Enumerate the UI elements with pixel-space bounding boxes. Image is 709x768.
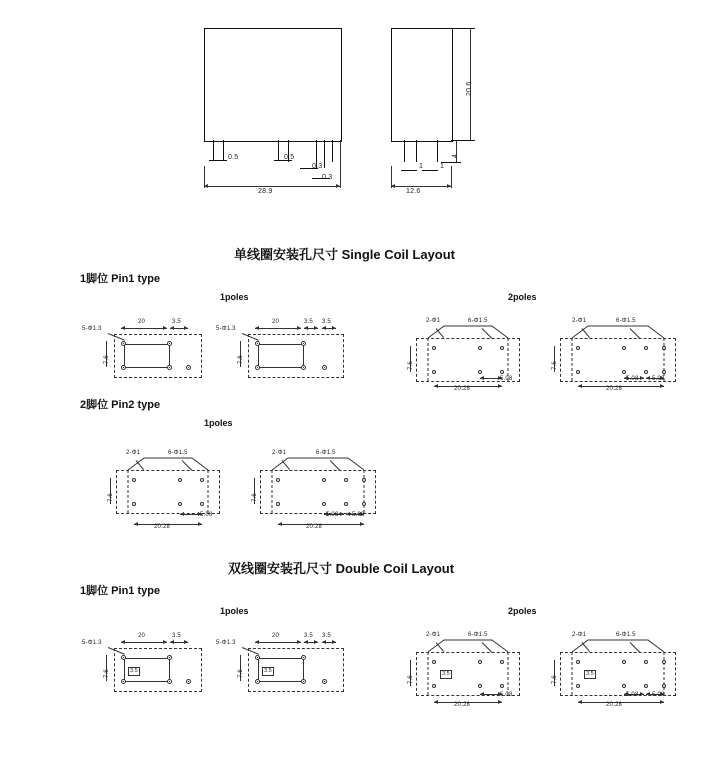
double-pin1-1poles-label: 1poles (220, 606, 249, 616)
chamfer-lines (404, 634, 544, 706)
note-35a: 3.5 (304, 633, 313, 639)
pad-2 (255, 365, 260, 370)
front-dim-03-a: 0.3 (312, 163, 323, 170)
note-20: 20 (272, 633, 280, 639)
front-dim-line-05a (209, 160, 227, 161)
note-phi15: 6-Φ1.5 (468, 318, 488, 324)
side-width-ext-left (391, 166, 392, 188)
single-pin1-2poles-label: 2poles (508, 292, 537, 302)
pad-3 (301, 655, 306, 660)
note-35: 3.5 (172, 633, 181, 639)
pad-5 (500, 346, 504, 350)
note-phi15: 6-Φ1.5 (616, 318, 636, 324)
pad-2 (121, 365, 126, 370)
pad-1 (576, 660, 580, 664)
pad-1 (432, 660, 436, 664)
side-height-tick-bot (451, 140, 475, 141)
note-508: 5.08 (500, 692, 513, 698)
pad-1 (276, 478, 280, 482)
pad-3 (622, 660, 626, 664)
dimline-508 (180, 514, 202, 515)
pad-3 (167, 341, 172, 346)
dimline-35a (304, 328, 318, 329)
note-phi1: 2-Φ1 (426, 318, 441, 324)
note-508a: 5.08 (326, 512, 339, 518)
pad-6 (500, 684, 504, 688)
inner-note-box: 3.5 (442, 671, 450, 677)
pad-5 (322, 679, 327, 684)
pad-1 (576, 346, 580, 350)
note-2028: 20.28 (306, 524, 323, 530)
pad-3 (478, 346, 482, 350)
single-pin1-subhead: 1脚位 Pin1 type (80, 273, 161, 285)
note-76: 7.6 (408, 675, 414, 684)
pad-3 (478, 660, 482, 664)
front-width-dimline (204, 186, 340, 187)
pad-3 (622, 346, 626, 350)
note-35: 3.5 (172, 319, 181, 325)
dimline-35 (170, 328, 188, 329)
single-pin1-1poles-label: 1poles (220, 292, 249, 302)
pad-4 (622, 684, 626, 688)
note-76: 7.6 (552, 361, 558, 370)
pad-7 (662, 346, 666, 350)
note-phi13: 5-Φ1.3 (216, 326, 236, 332)
footprint-sc-p1-2poles-b (548, 320, 698, 392)
note-phi1: 2-Φ1 (572, 318, 587, 324)
footprint-inner-box (124, 344, 170, 368)
note-76: 7.6 (238, 355, 244, 364)
note-phi1: 2-Φ1 (426, 632, 441, 638)
note-2028: 20.28 (454, 702, 471, 708)
side-width-dimline (391, 186, 451, 187)
pad-8 (662, 370, 666, 374)
side-dim-width: 12.6 (406, 188, 421, 195)
front-dim-03-b: 0.3 (322, 174, 333, 181)
dimline-20 (255, 328, 301, 329)
pad-8 (662, 684, 666, 688)
chamfer-lines (548, 320, 698, 392)
front-pin-3 (278, 140, 279, 160)
pad-5 (344, 478, 348, 482)
pad-1 (121, 655, 126, 660)
note-phi15: 6-Φ1.5 (616, 632, 636, 638)
pad-5 (644, 660, 648, 664)
inner-note-box: 3.5 (586, 671, 594, 677)
footprint-dc-p1-2poles-b (548, 634, 698, 706)
note-phi15: 6-Φ1.5 (168, 450, 188, 456)
pad-2 (255, 679, 260, 684)
note-508a: 5.08 (626, 376, 639, 382)
dimline-35b (322, 642, 336, 643)
note-20: 20 (272, 319, 280, 325)
front-pin-7 (332, 140, 333, 162)
note-508a: 5.08 (626, 692, 639, 698)
footprint-sc-p2-1poles-b (248, 452, 398, 540)
pad-2 (121, 679, 126, 684)
pad-4 (322, 502, 326, 506)
note-phi1: 2-Φ1 (572, 632, 587, 638)
pad-3 (167, 655, 172, 660)
pad-6 (500, 370, 504, 374)
pad-5 (186, 365, 191, 370)
front-dim-left-05: 0.5 (228, 154, 239, 161)
pad-6 (200, 502, 204, 506)
note-35a: 3.5 (304, 319, 313, 325)
front-pin-2 (223, 140, 224, 160)
pad-2 (576, 684, 580, 688)
pad-4 (301, 679, 306, 684)
note-2028: 20.28 (154, 524, 171, 530)
pad-4 (178, 502, 182, 506)
footprint-sc-p1-2poles-a (404, 320, 544, 392)
pad-5 (500, 660, 504, 664)
note-76: 7.6 (408, 361, 414, 370)
note-phi15: 6-Φ1.5 (468, 632, 488, 638)
footprint-inner-box (258, 344, 304, 368)
note-76: 7.6 (108, 493, 114, 502)
side-pinheight-dimline (456, 140, 457, 162)
side-pin-2 (416, 140, 417, 162)
pad-2 (576, 370, 580, 374)
note-76: 7.6 (552, 675, 558, 684)
front-pin-1 (213, 140, 214, 160)
note-phi13: 5-Φ1.3 (216, 640, 236, 646)
dimline-20 (121, 642, 167, 643)
pad-2 (276, 502, 280, 506)
pad-1 (132, 478, 136, 482)
note-508: 5.08 (200, 512, 213, 518)
dimline-35b (322, 328, 336, 329)
inner-note-box: 3.5 (130, 668, 138, 674)
inner-note-box: 3.5 (264, 668, 272, 674)
chamfer-lines (248, 452, 398, 524)
chamfer-lines (104, 452, 244, 524)
front-width-ext-right (340, 140, 341, 188)
side-width-ext-right (451, 166, 452, 188)
relay-side-body (391, 28, 453, 142)
note-phi1: 2-Φ1 (126, 450, 141, 456)
pad-5 (322, 365, 327, 370)
note-35b: 3.5 (322, 319, 331, 325)
pad-8 (362, 502, 366, 506)
dimline-35 (170, 642, 188, 643)
pad-4 (478, 684, 482, 688)
pad-1 (255, 655, 260, 660)
single-coil-heading: 单线圈安装孔尺寸 Single Coil Layout (234, 247, 456, 262)
pad-6 (344, 502, 348, 506)
pad-7 (362, 478, 366, 482)
side-height-tick-top (451, 28, 475, 29)
front-pin-6 (324, 140, 325, 168)
pad-4 (301, 365, 306, 370)
front-width-ext-left (204, 166, 205, 188)
footprint-sc-p1-1poles-a (82, 319, 218, 390)
note-76: 7.6 (252, 493, 258, 502)
dimline-20 (255, 642, 301, 643)
pad-5 (186, 679, 191, 684)
pad-3 (178, 478, 182, 482)
note-508b: 5.08 (352, 512, 365, 518)
pad-5 (644, 346, 648, 350)
pad-6 (644, 370, 648, 374)
double-pin1-2poles-label: 2poles (508, 606, 537, 616)
relay-front-body (204, 28, 342, 142)
note-2028: 20.28 (606, 386, 623, 392)
note-76: 7.6 (104, 669, 110, 678)
side-pin-1 (404, 140, 405, 162)
pad-1 (121, 341, 126, 346)
single-pin2-1poles-label: 1poles (204, 418, 233, 428)
pad-2 (132, 502, 136, 506)
pad-4 (478, 370, 482, 374)
dimline-35a (304, 642, 318, 643)
pad-1 (255, 341, 260, 346)
footprint-sc-p2-1poles-a (104, 452, 244, 540)
note-phi13: 5-Φ1.3 (82, 640, 102, 646)
pad-1 (432, 346, 436, 350)
note-508b: 5.08 (652, 376, 665, 382)
pad-3 (322, 478, 326, 482)
note-2028: 20.28 (454, 386, 471, 392)
note-508: 5.08 (500, 376, 513, 382)
pad-2 (432, 684, 436, 688)
front-dim-width: 28.9 (258, 188, 273, 195)
side-dim-pin-height: 4 (452, 153, 459, 158)
front-dim-mid-05: 0.5 (284, 154, 295, 161)
footprint-sc-p1-1poles-b (216, 319, 352, 390)
side-pin-3 (437, 140, 438, 162)
note-35b: 3.5 (322, 633, 331, 639)
side-dim-1-line-b (422, 170, 438, 171)
footprint-dc-p1-1poles-a (82, 633, 218, 704)
note-phi1: 2-Φ1 (272, 450, 287, 456)
chamfer-lines (404, 320, 544, 392)
footprint-dc-p1-2poles-a (404, 634, 544, 706)
footprint-dc-p1-1poles-b (216, 633, 352, 704)
pad-4 (622, 370, 626, 374)
pad-7 (662, 660, 666, 664)
side-dim-1-line-a (401, 170, 417, 171)
pad-4 (167, 679, 172, 684)
note-20: 20 (138, 633, 146, 639)
note-20: 20 (138, 319, 146, 325)
double-coil-heading: 双线圈安装孔尺寸 Double Coil Layout (228, 561, 455, 576)
pad-2 (432, 370, 436, 374)
note-2028: 20.28 (606, 702, 623, 708)
chamfer-lines (548, 634, 698, 706)
pad-6 (644, 684, 648, 688)
note-76: 7.6 (104, 355, 110, 364)
dimline-508 (480, 694, 502, 695)
side-dim-1-a: 1 (419, 163, 424, 170)
side-dim-1-b: 1 (440, 163, 445, 170)
pad-3 (301, 341, 306, 346)
dimline-508 (480, 378, 502, 379)
note-508b: 5.08 (652, 692, 665, 698)
dimline-20 (121, 328, 167, 329)
side-dim-height: 20.6 (466, 81, 473, 96)
double-pin1-subhead: 1脚位 Pin1 type (80, 585, 161, 597)
single-pin2-subhead: 2脚位 Pin2 type (80, 399, 161, 411)
pad-5 (200, 478, 204, 482)
note-76: 7.6 (238, 669, 244, 678)
note-phi15: 6-Φ1.5 (316, 450, 336, 456)
pad-4 (167, 365, 172, 370)
note-phi13: 5-Φ1.3 (82, 326, 102, 332)
